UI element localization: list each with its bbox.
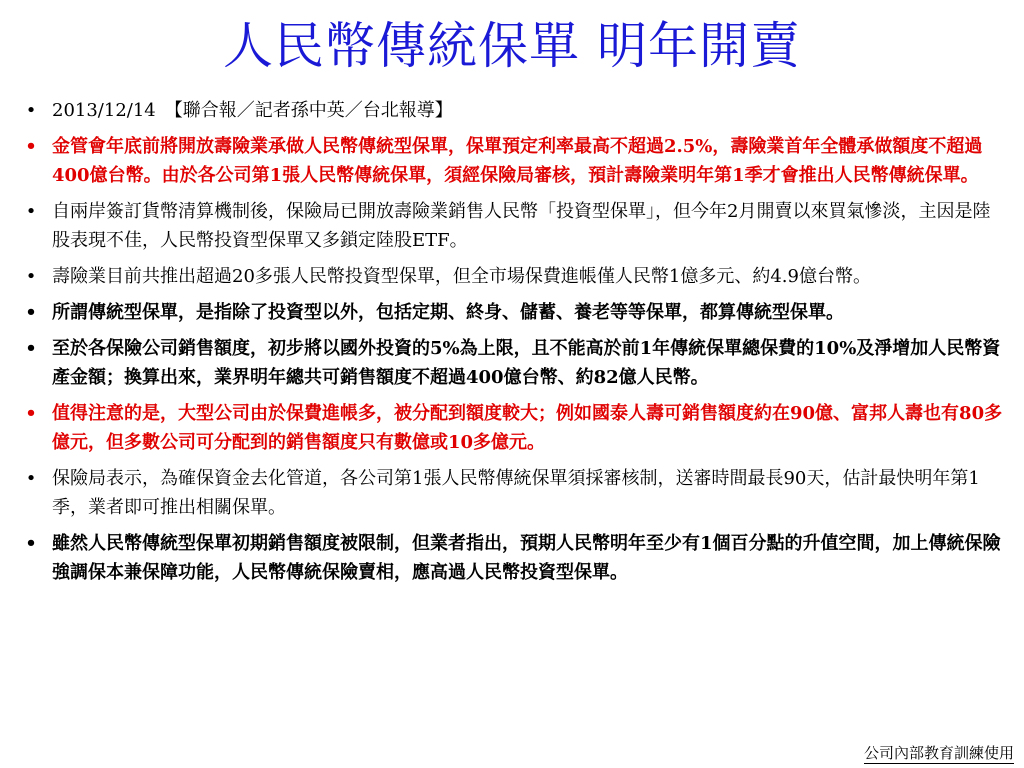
bullet-text: 2013/12/14 【聯合報／記者孫中英／台北報導】 [52,100,453,121]
bullet-text: 壽險業目前共推出超過20多張人民幣投資型保單，但全市場保費進帳僅人民幣1億多元、約4.9億台幣。 [52,266,871,287]
bullet-item [22,334,1006,392]
footer-note: 公司內部教育訓練使用 [863,744,1014,762]
bullet-dot-icon: • [25,266,37,287]
bullet-item [22,96,1006,125]
bullet-list [22,96,1006,594]
bullet-text: 至於各保險公司銷售額度，初步將以國外投資的5%為上限，且不能高於前1年傳統保單總保費的10%及淨增加人民幣資產金額；換算出來，業界明年總共可銷售額度不超過400億台幣、約82億人民幣。 [52,338,1001,388]
slide-title: 人民幣傳統保單 明年開賣 [223,17,801,75]
bullet-dot-icon: • [25,533,37,554]
bullet-text: 保險局表示，為確保資金去化管道，各公司第1張人民幣傳統保單須採審核制，送審時間最長90天，估計最快明年第1季，業者即可推出相關保單。 [52,468,980,518]
bullet-dot-icon: • [25,403,37,424]
bullet-text: 自兩岸簽訂貨幣清算機制後，保險局已開放壽險業銷售人民幣「投資型保單」，但今年2月開賣以來買氣慘淡，主因是陸股表現不佳，人民幣投資型保單又多鎖定陸股ETF。 [52,201,991,251]
bullet-dot-icon: • [25,338,37,359]
bullet-dot-icon: • [25,136,37,157]
bullet-item [22,197,1006,255]
bullet-text: 所謂傳統型保單，是指除了投資型以外，包括定期、終身、儲蓄、養老等等保單，都算傳統型保單。 [52,302,844,323]
bullet-text: 金管會年底前將開放壽險業承做人民幣傳統型保單，保單預定利率最高不超過2.5%，壽險業首年全體承做額度不超過400億台幣。由於各公司第1張人民幣傳統保單，須經保險局審核，預計壽險業明年第1季才會推出人民幣傳統保單。 [52,136,983,186]
bullet-item [22,399,1006,457]
bullet-item [22,262,1006,291]
bullet-item [22,132,1006,190]
bullet-item [22,529,1006,587]
bullet-text: 雖然人民幣傳統型保單初期銷售額度被限制，但業者指出，預期人民幣明年至少有1個百分點的升值空間，加上傳統保險強調保本兼保障功能，人民幣傳統保險賣相，應高過人民幣投資型保單。 [52,533,1001,583]
bullet-item [22,464,1006,522]
bullet-dot-icon: • [25,302,37,323]
bullet-text: 值得注意的是，大型公司由於保費進帳多，被分配到額度較大；例如國泰人壽可銷售額度約在90億、富邦人壽也有80多億元，但多數公司可分配到的銷售額度只有數億或10多億元。 [52,403,1003,453]
bullet-item [22,298,1006,327]
bullet-dot-icon: • [25,100,37,121]
bullet-dot-icon: • [25,468,37,489]
bullet-dot-icon: • [25,201,37,222]
